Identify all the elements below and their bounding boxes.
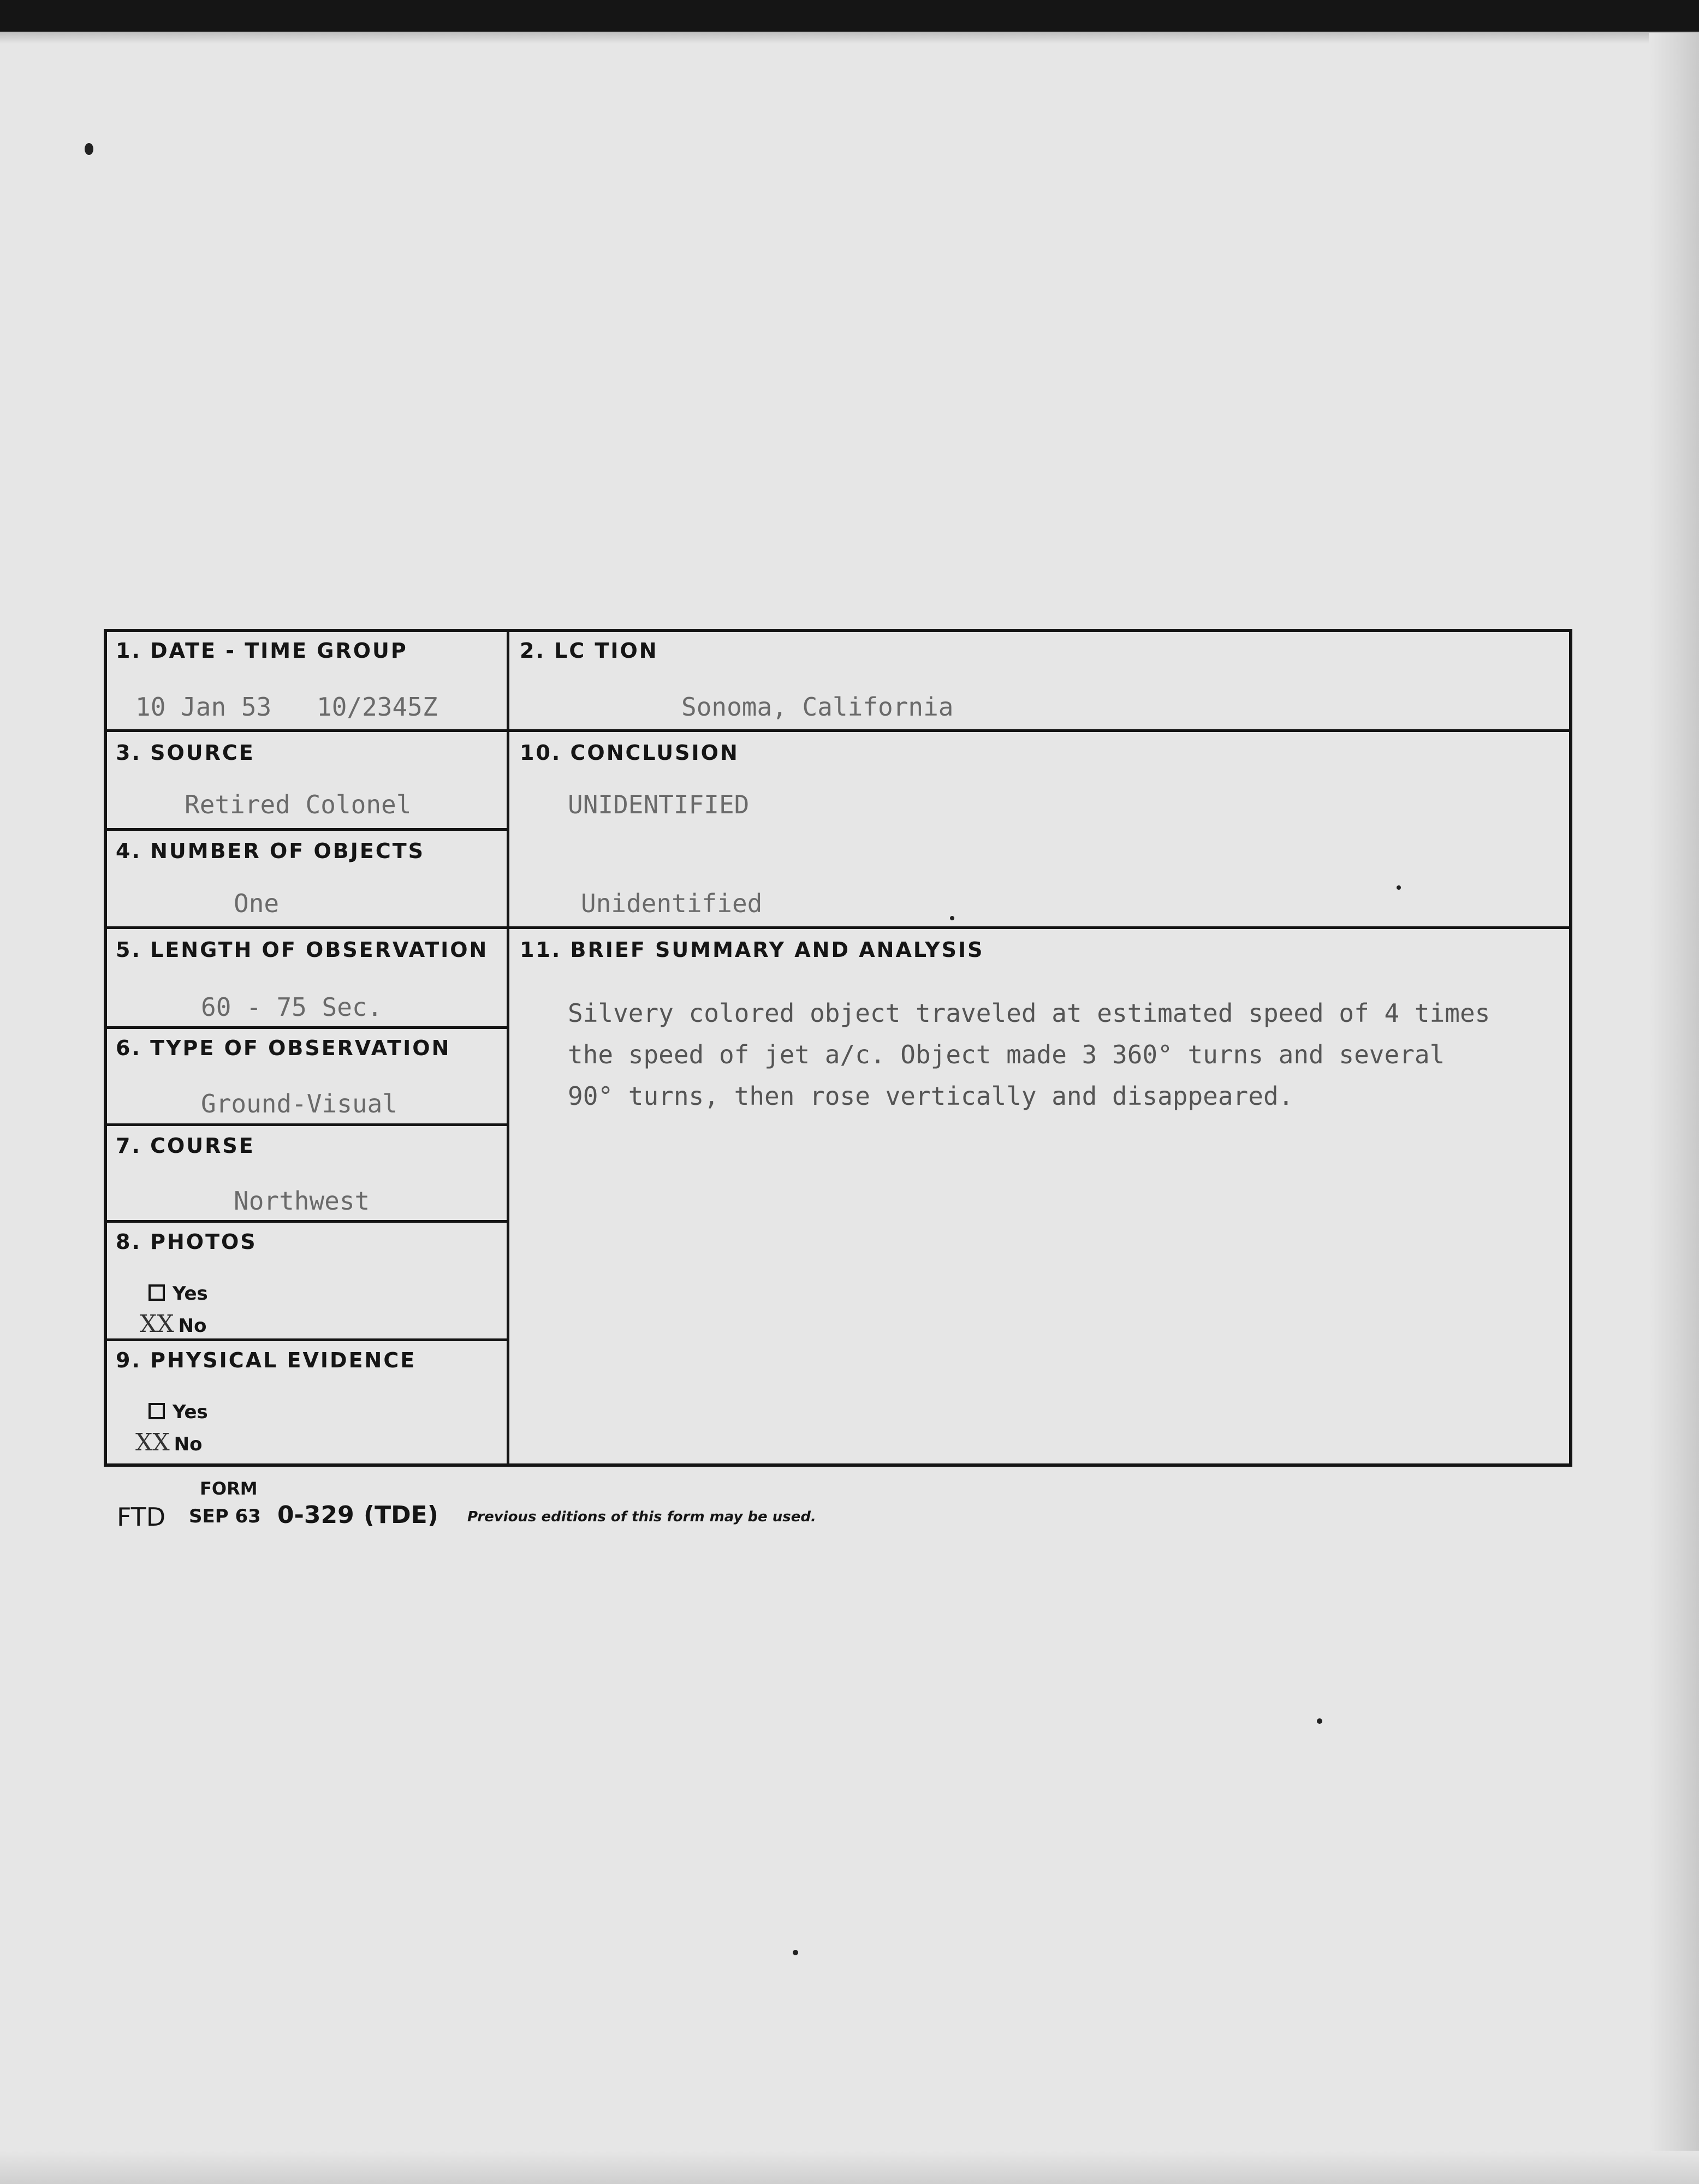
type-of-observation-value: Ground-Visual — [201, 1089, 398, 1118]
scan-top-border — [0, 0, 1699, 32]
date-value: 10 Jan 53 — [135, 692, 272, 722]
scan-bottom-edge — [0, 2151, 1699, 2184]
number-of-objects-label: 4. NUMBER OF OBJECTS — [116, 839, 425, 863]
number-of-objects-value: One — [234, 889, 280, 918]
physical-evidence-label: 9. PHYSICAL EVIDENCE — [116, 1348, 417, 1372]
time-group-value: 10/2345Z — [317, 692, 438, 722]
row-divider — [104, 828, 509, 831]
source-label: 3. SOURCE — [116, 741, 255, 765]
conclusion-value: Unidentified — [581, 889, 763, 918]
photos-yes-label: Yes — [173, 1283, 208, 1305]
source-value: Retired Colonel — [185, 790, 412, 819]
scan-right-edge — [1649, 33, 1699, 2184]
checkbox-x-mark: XX — [140, 1310, 174, 1338]
brief-summary-text — [568, 992, 1551, 1117]
footer-form-number: 0-329 — [277, 1501, 354, 1529]
summary-line: Silvery colored object traveled at estimated speed of 4 times — [568, 998, 1490, 1028]
row-divider — [104, 1220, 509, 1223]
footer-date: SEP 63 — [189, 1505, 261, 1527]
location-label: 2. LC TION — [520, 639, 658, 663]
summary-line: 90° turns, then rose vertically and disappeared. — [568, 1081, 1294, 1111]
scan-speck — [85, 143, 93, 155]
row-divider — [104, 1026, 509, 1029]
conclusion-label: 10. CONCLUSION — [520, 741, 739, 765]
course-value: Northwest — [234, 1186, 370, 1216]
row-divider — [104, 729, 1572, 732]
row-divider — [104, 1123, 509, 1126]
checkbox-empty[interactable] — [148, 1403, 165, 1419]
checkbox-x-mark: XX — [135, 1429, 170, 1456]
scan-speck — [793, 1950, 798, 1955]
photos-yes-option[interactable] — [148, 1283, 208, 1305]
course-label: 7. COURSE — [116, 1134, 255, 1158]
type-of-observation-label: 6. TYPE OF OBSERVATION — [116, 1036, 451, 1060]
photos-no-label: No — [178, 1315, 207, 1337]
length-of-observation-label: 5. LENGTH OF OBSERVATION — [116, 938, 489, 962]
physical-evidence-yes-label: Yes — [173, 1401, 208, 1423]
row-divider — [104, 926, 1572, 929]
conclusion-value-upper: UNIDENTIFIED — [568, 790, 750, 819]
row-divider — [104, 1338, 509, 1341]
summary-line: the speed of jet a/c. Object made 3 360° turns and several — [568, 1040, 1445, 1069]
physical-evidence-no-option[interactable] — [135, 1429, 202, 1456]
location-value: Sonoma, California — [681, 692, 954, 722]
footer-tde: (TDE) — [364, 1501, 438, 1529]
physical-evidence-yes-option[interactable] — [148, 1401, 208, 1423]
checkbox-empty[interactable] — [148, 1284, 165, 1301]
footer-note: Previous editions of this form may be used. — [467, 1509, 816, 1525]
brief-summary-label: 11. BRIEF SUMMARY AND ANALYSIS — [520, 938, 984, 962]
date-time-group-label: 1. DATE - TIME GROUP — [116, 639, 408, 663]
photos-no-option[interactable] — [140, 1310, 206, 1338]
footer-ftd: FTD — [117, 1502, 166, 1532]
physical-evidence-no-label: No — [174, 1433, 203, 1455]
scan-top-shadow — [0, 32, 1699, 44]
length-of-observation-value: 60 - 75 Sec. — [201, 992, 383, 1022]
photos-label: 8. PHOTOS — [116, 1230, 257, 1254]
scan-speck — [1317, 1718, 1322, 1724]
footer-form-word: FORM — [200, 1478, 258, 1499]
